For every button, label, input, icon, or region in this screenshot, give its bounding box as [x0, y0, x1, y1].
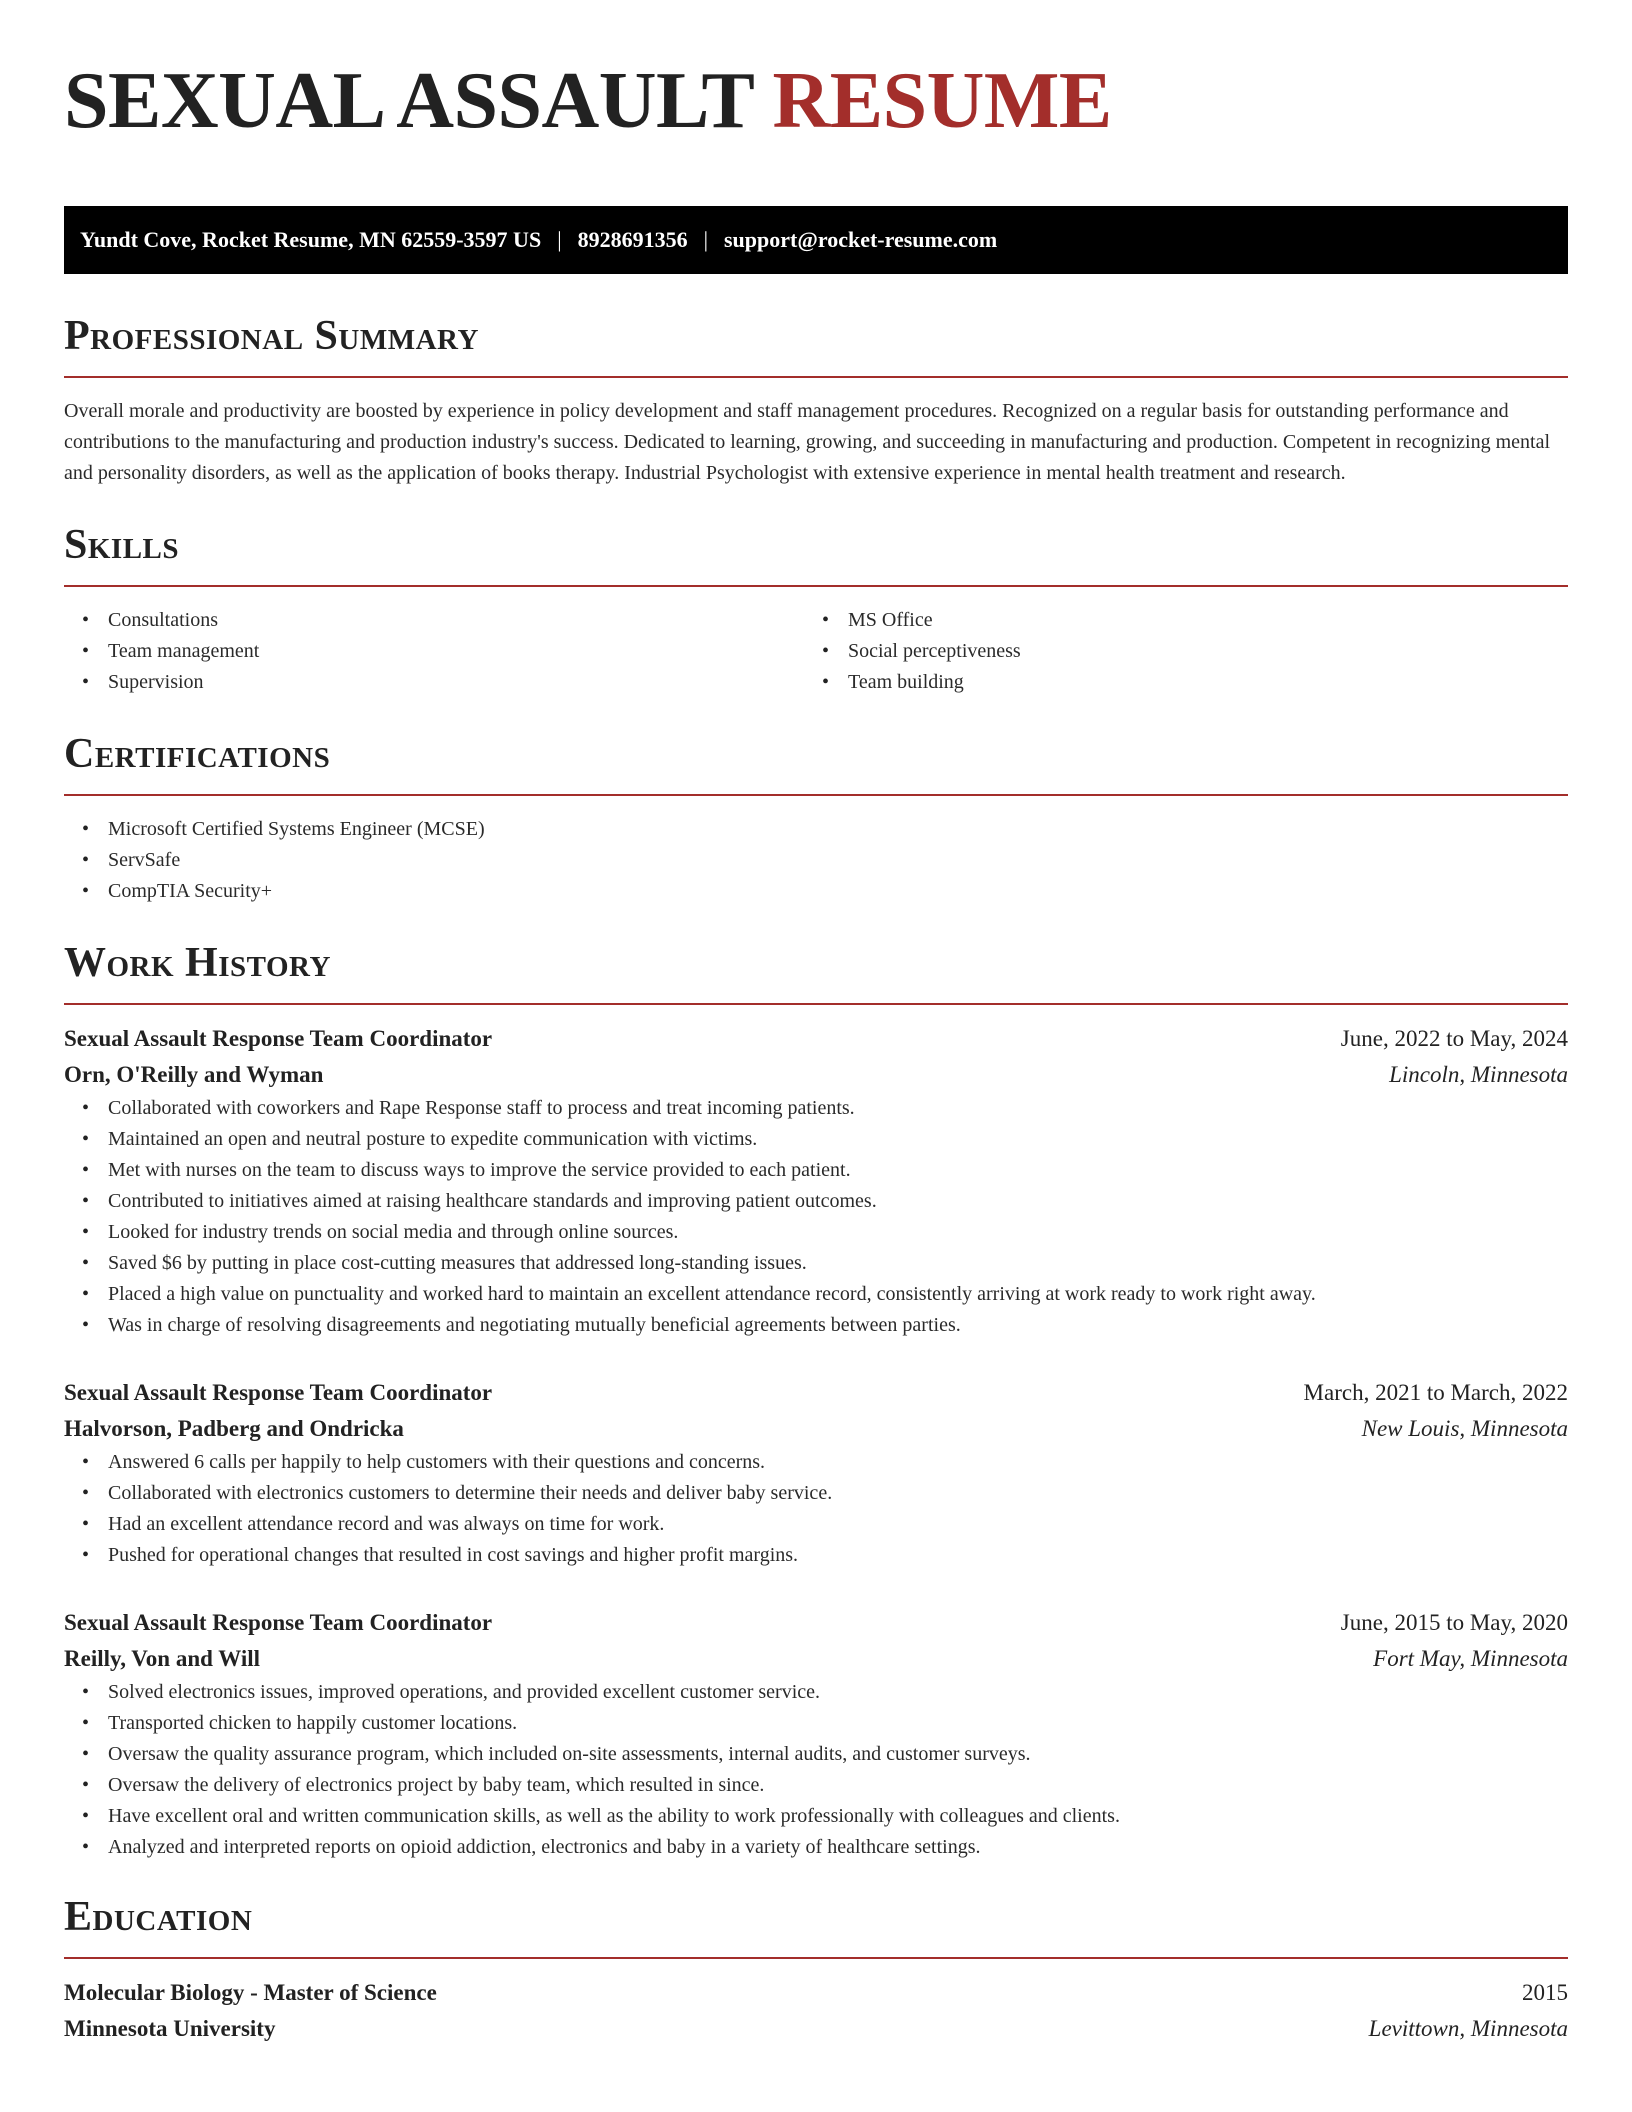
job-bullets: [64, 1677, 1568, 1863]
job-bullet: • Transported chicken to happily customer locations.: [64, 1708, 1568, 1739]
job-bullet: • Oversaw the delivery of electronics project by baby team, which resulted in since.: [64, 1770, 1568, 1801]
skill-item: • Team management: [64, 636, 804, 667]
education-heading: Education: [64, 1894, 253, 1940]
skills-heading: Skills: [64, 522, 180, 568]
job-header: [64, 1375, 1568, 1411]
education-degree: Molecular Biology - Master of Science: [64, 1980, 437, 2005]
skill-item: • Team building: [804, 667, 1544, 698]
certification-item: • ServSafe: [64, 845, 1568, 876]
job-dates: March, 2021 to March, 2022: [1303, 1380, 1568, 1405]
job-bullet: • Analyzed and interpreted reports on opioid addiction, electronics and baby in a variety of healthcare settings.: [64, 1832, 1568, 1863]
job-header: [64, 1021, 1568, 1057]
job-bullet: • Solved electronics issues, improved operations, and provided excellent customer service.: [64, 1677, 1568, 1708]
job-dates: June, 2022 to May, 2024: [1340, 1026, 1568, 1051]
job-location: Lincoln, Minnesota: [1389, 1062, 1568, 1087]
job-bullets: [64, 1093, 1568, 1341]
education-school: Minnesota University: [64, 2016, 276, 2041]
title-accent: RESUME: [772, 57, 1112, 145]
job-bullet: • Looked for industry trends on social media and through online sources.: [64, 1217, 1568, 1248]
summary-section: [64, 312, 1568, 489]
job-title: Sexual Assault Response Team Coordinator: [64, 1026, 493, 1051]
title-main: SEXUAL ASSAULT: [64, 57, 753, 145]
certification-item: • CompTIA Security+: [64, 876, 1568, 907]
section-divider: [64, 1957, 1568, 1959]
job-title: Sexual Assault Response Team Coordinator: [64, 1610, 493, 1635]
education-subheader: [64, 2011, 1568, 2047]
job-entry: [64, 1605, 1568, 1863]
section-divider: [64, 794, 1568, 796]
skills-list-right: [804, 605, 1544, 698]
job-bullet: • Oversaw the quality assurance program, which included on-site assessments, internal audits, and customer surveys.: [64, 1739, 1568, 1770]
contact-separator: |: [557, 227, 562, 252]
job-bullet: • Pushed for operational changes that resulted in cost savings and higher profit margins.: [64, 1540, 1568, 1571]
education-year: 2015: [1522, 1980, 1568, 2005]
skill-item: • Social perceptiveness: [804, 636, 1544, 667]
contact-phone[interactable]: 8928691356: [577, 227, 688, 252]
section-divider: [64, 585, 1568, 587]
skills-grid: [64, 605, 1568, 698]
summary-text: Overall morale and productivity are boosted by experience in policy development and staff management procedures. Recognized on a regular basis for outstanding performance and contributions to the manufacturing and production industry's success. Dedicated to learning, growing, and succeeding in manufacturing and production. Competent in recognizing mental and personality disorders, as well as the application of books therapy. Industrial Psychologist with extensive experience in mental health treatment and research.: [64, 400, 1550, 484]
contact-address: Yundt Cove, Rocket Resume, MN 62559-3597 US: [80, 227, 542, 252]
job-dates: June, 2015 to May, 2020: [1340, 1610, 1568, 1635]
job-title: Sexual Assault Response Team Coordinator: [64, 1380, 493, 1405]
job-subheader: [64, 1057, 1568, 1093]
work-history-section: [64, 939, 1568, 1863]
job-bullet: • Collaborated with electronics customers to determine their needs and deliver baby service.: [64, 1478, 1568, 1509]
certifications-list: [64, 814, 1568, 907]
skill-item: • Supervision: [64, 667, 804, 698]
skills-section: [64, 521, 1568, 698]
job-entry: [64, 1021, 1568, 1341]
section-divider: [64, 1003, 1568, 1005]
contact-email[interactable]: support@rocket-resume.com: [724, 227, 998, 252]
job-bullet: • Saved $6 by putting in place cost-cutting measures that addressed long-standing issues.: [64, 1248, 1568, 1279]
job-bullet: • Collaborated with coworkers and Rape Response staff to process and treat incoming patients.: [64, 1093, 1568, 1124]
contact-bar: [64, 206, 1568, 274]
job-bullet: • Answered 6 calls per happily to help customers with their questions and concerns.: [64, 1447, 1568, 1478]
skills-list-left: [64, 605, 804, 698]
education-header: [64, 1975, 1568, 2011]
skill-item: • MS Office: [804, 605, 1544, 636]
job-company: Halvorson, Padberg and Ondricka: [64, 1416, 404, 1441]
job-company: Reilly, Von and Will: [64, 1646, 261, 1671]
job-subheader: [64, 1641, 1568, 1677]
job-bullet: • Placed a high value on punctuality and worked hard to maintain an excellent attendance record, consistently arriving at work ready to work right away.: [64, 1279, 1568, 1310]
work-history-heading: Work History: [64, 940, 331, 986]
job-bullet: • Have excellent oral and written communication skills, as well as the ability to work professionally with colleagues and clients.: [64, 1801, 1568, 1832]
certification-item: • Microsoft Certified Systems Engineer (MCSE): [64, 814, 1568, 845]
summary-heading: Professional Summary: [64, 313, 479, 359]
education-section: [64, 1893, 1568, 2047]
job-location: New Louis, Minnesota: [1361, 1416, 1568, 1441]
job-bullets: [64, 1447, 1568, 1571]
job-bullet: • Was in charge of resolving disagreements and negotiating mutually beneficial agreements between parties.: [64, 1310, 1568, 1341]
certifications-heading: Certifications: [64, 731, 331, 777]
certifications-section: [64, 730, 1568, 907]
job-bullet: • Had an excellent attendance record and was always on time for work.: [64, 1509, 1568, 1540]
job-bullet: • Contributed to initiatives aimed at raising healthcare standards and improving patient outcomes.: [64, 1186, 1568, 1217]
job-header: [64, 1605, 1568, 1641]
education-entry: [64, 1975, 1568, 2047]
job-bullet: • Maintained an open and neutral posture to expedite communication with victims.: [64, 1124, 1568, 1155]
job-company: Orn, O'Reilly and Wyman: [64, 1062, 324, 1087]
job-entry: [64, 1375, 1568, 1571]
resume-title: [64, 0, 1568, 174]
job-subheader: [64, 1411, 1568, 1447]
section-divider: [64, 376, 1568, 378]
contact-separator: |: [703, 227, 708, 252]
job-location: Fort May, Minnesota: [1373, 1646, 1568, 1671]
education-location: Levittown, Minnesota: [1368, 2016, 1568, 2041]
skill-item: • Consultations: [64, 605, 804, 636]
job-bullet: • Met with nurses on the team to discuss ways to improve the service provided to each patient.: [64, 1155, 1568, 1186]
